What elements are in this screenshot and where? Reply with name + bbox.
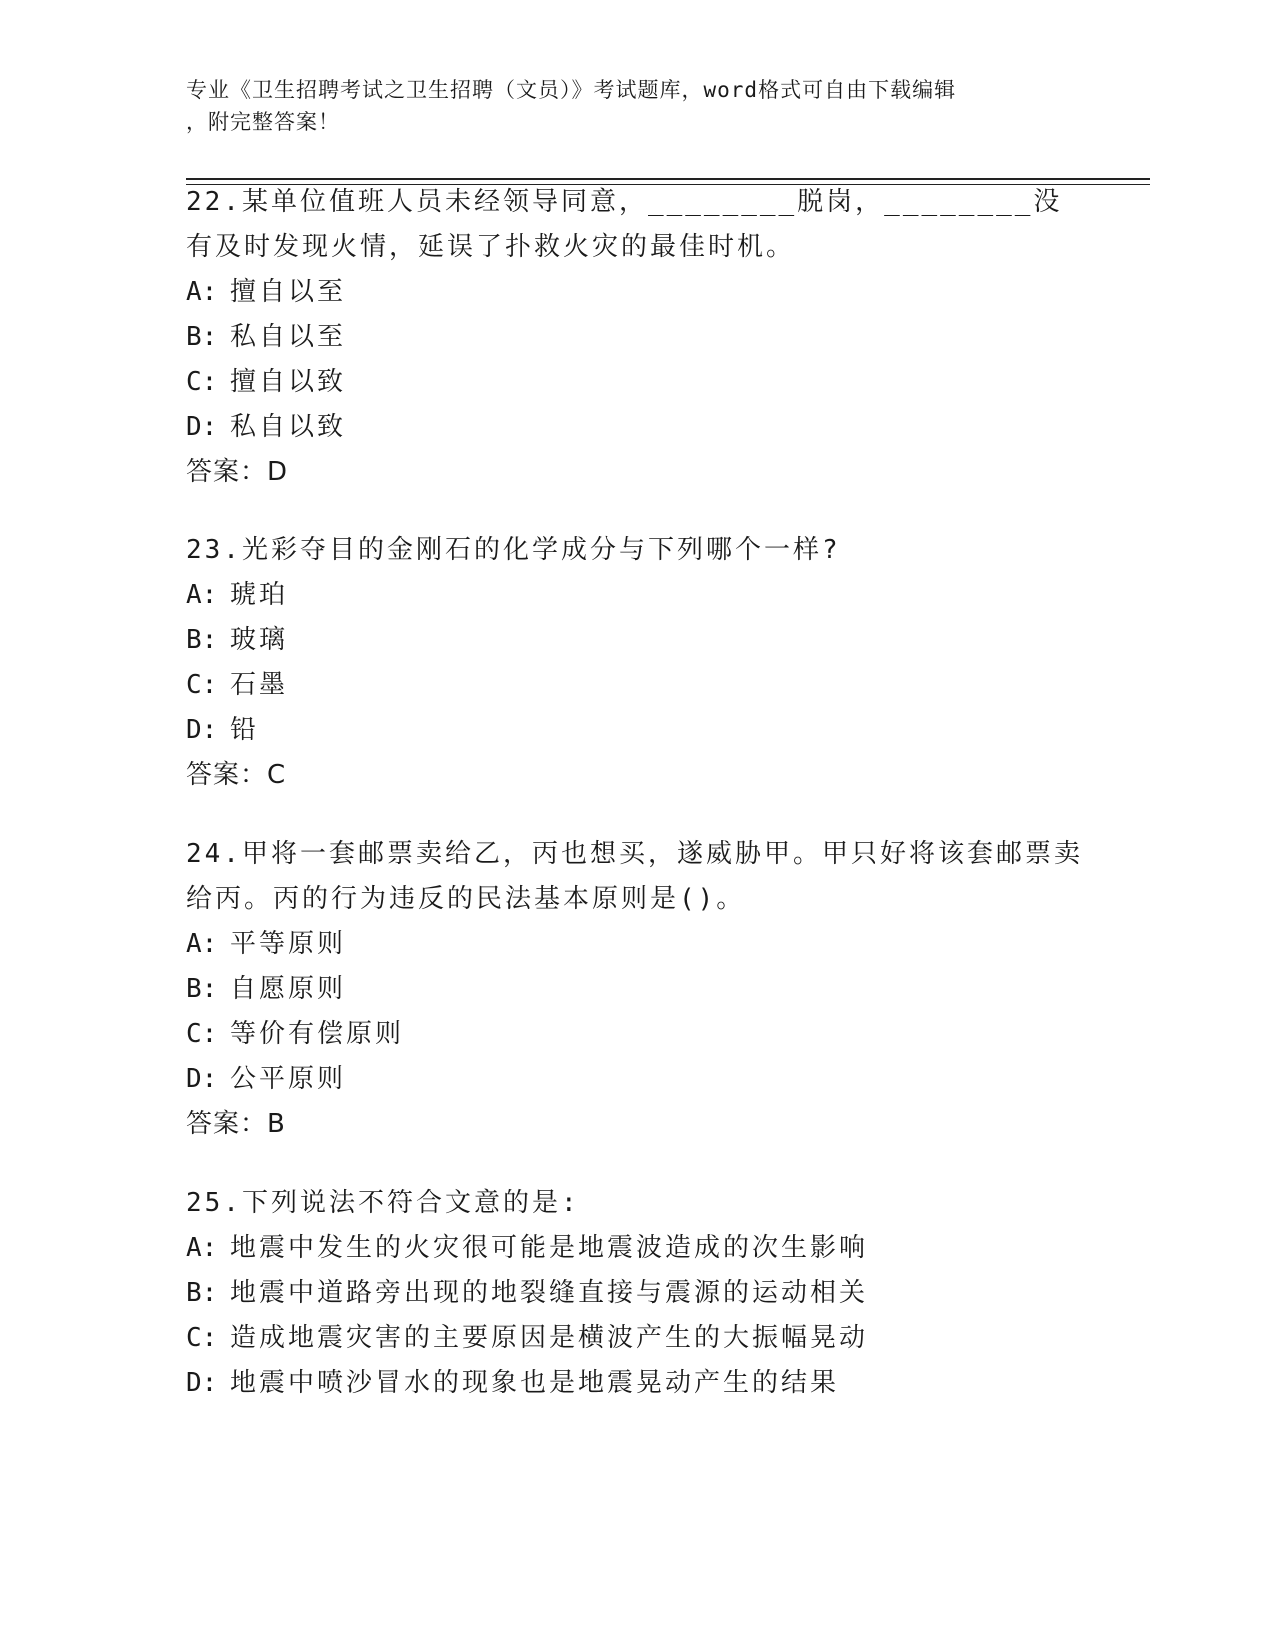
option-d [186, 1361, 1086, 1406]
option-a [186, 922, 1086, 967]
option-text: 擅自以至 [230, 277, 347, 307]
option-c [186, 1316, 1086, 1361]
option-d [186, 1057, 1086, 1102]
option-letter: B: [186, 322, 218, 352]
option-text: 公平原则 [230, 1064, 347, 1094]
option-text: 地震中发生的火灾很可能是地震波造成的次生影响 [230, 1233, 869, 1263]
option-letter: D: [186, 1368, 218, 1398]
option-a [186, 573, 1086, 618]
option-a [186, 270, 1086, 315]
answer-label: 答案： [186, 760, 268, 790]
option-letter: D: [186, 412, 218, 442]
option-b [186, 1271, 1086, 1316]
option-text: 平等原则 [230, 929, 347, 959]
option-letter: C: [186, 367, 218, 397]
answer-value: B [267, 1109, 286, 1139]
option-text: 地震中道路旁出现的地裂缝直接与震源的运动相关 [230, 1278, 869, 1308]
question-25 [186, 1181, 1086, 1406]
option-text: 私自以致 [230, 412, 347, 442]
answer-value: C [267, 760, 287, 790]
option-text: 自愿原则 [230, 974, 347, 1004]
question-23 [186, 528, 1086, 798]
answer-line [186, 450, 1086, 495]
option-letter: C: [186, 1019, 218, 1049]
option-letter: A: [186, 580, 218, 610]
option-text: 石墨 [230, 670, 289, 700]
document-header [186, 74, 1066, 138]
question-22 [186, 180, 1086, 495]
option-a [186, 1226, 1086, 1271]
answer-label: 答案： [186, 1109, 268, 1139]
option-c [186, 1012, 1086, 1057]
answer-label: 答案： [186, 457, 268, 487]
option-letter: D: [186, 1064, 218, 1094]
option-d [186, 708, 1086, 753]
answer-value: D [267, 457, 289, 487]
option-letter: B: [186, 1278, 218, 1308]
option-letter: C: [186, 670, 218, 700]
option-c [186, 663, 1086, 708]
option-b [186, 618, 1086, 663]
option-letter: A: [186, 277, 218, 307]
option-text: 铅 [230, 715, 260, 745]
option-text: 造成地震灾害的主要原因是横波产生的大振幅晃动 [230, 1323, 869, 1353]
question-stem: 23.光彩夺目的金刚石的化学成分与下列哪个一样? [186, 535, 841, 565]
option-letter: C: [186, 1323, 218, 1353]
option-text: 玻璃 [230, 625, 289, 655]
answer-line [186, 1102, 1086, 1147]
question-stem: 22.某单位值班人员未经领导同意，________脱岗，________没有及时发现火情，延误了扑救火灾的最佳时机。 [186, 187, 1063, 262]
header-line-2: ，附完整答案！ [186, 110, 340, 134]
option-c [186, 360, 1086, 405]
option-letter: B: [186, 625, 218, 655]
header-line-1: 专业《卫生招聘考试之卫生招聘（文员）》考试题库，word格式可自由下载编辑 [186, 78, 957, 102]
option-text: 擅自以致 [230, 367, 347, 397]
option-d [186, 405, 1086, 450]
option-letter: A: [186, 1233, 218, 1263]
option-letter: A: [186, 929, 218, 959]
question-stem: 25.下列说法不符合文意的是: [186, 1188, 580, 1218]
option-letter: B: [186, 974, 218, 1004]
question-24 [186, 832, 1086, 1147]
option-text: 私自以至 [230, 322, 347, 352]
answer-line [186, 753, 1086, 798]
option-text: 琥珀 [230, 580, 289, 610]
option-text: 等价有偿原则 [230, 1019, 405, 1049]
option-letter: D: [186, 715, 218, 745]
question-stem: 24.甲将一套邮票卖给乙，丙也想买，遂威胁甲。甲只好将该套邮票卖给丙。丙的行为违反的民法基本原则是()。 [186, 839, 1083, 914]
option-b [186, 315, 1086, 360]
option-text: 地震中喷沙冒水的现象也是地震晃动产生的结果 [230, 1368, 840, 1398]
option-b [186, 967, 1086, 1012]
